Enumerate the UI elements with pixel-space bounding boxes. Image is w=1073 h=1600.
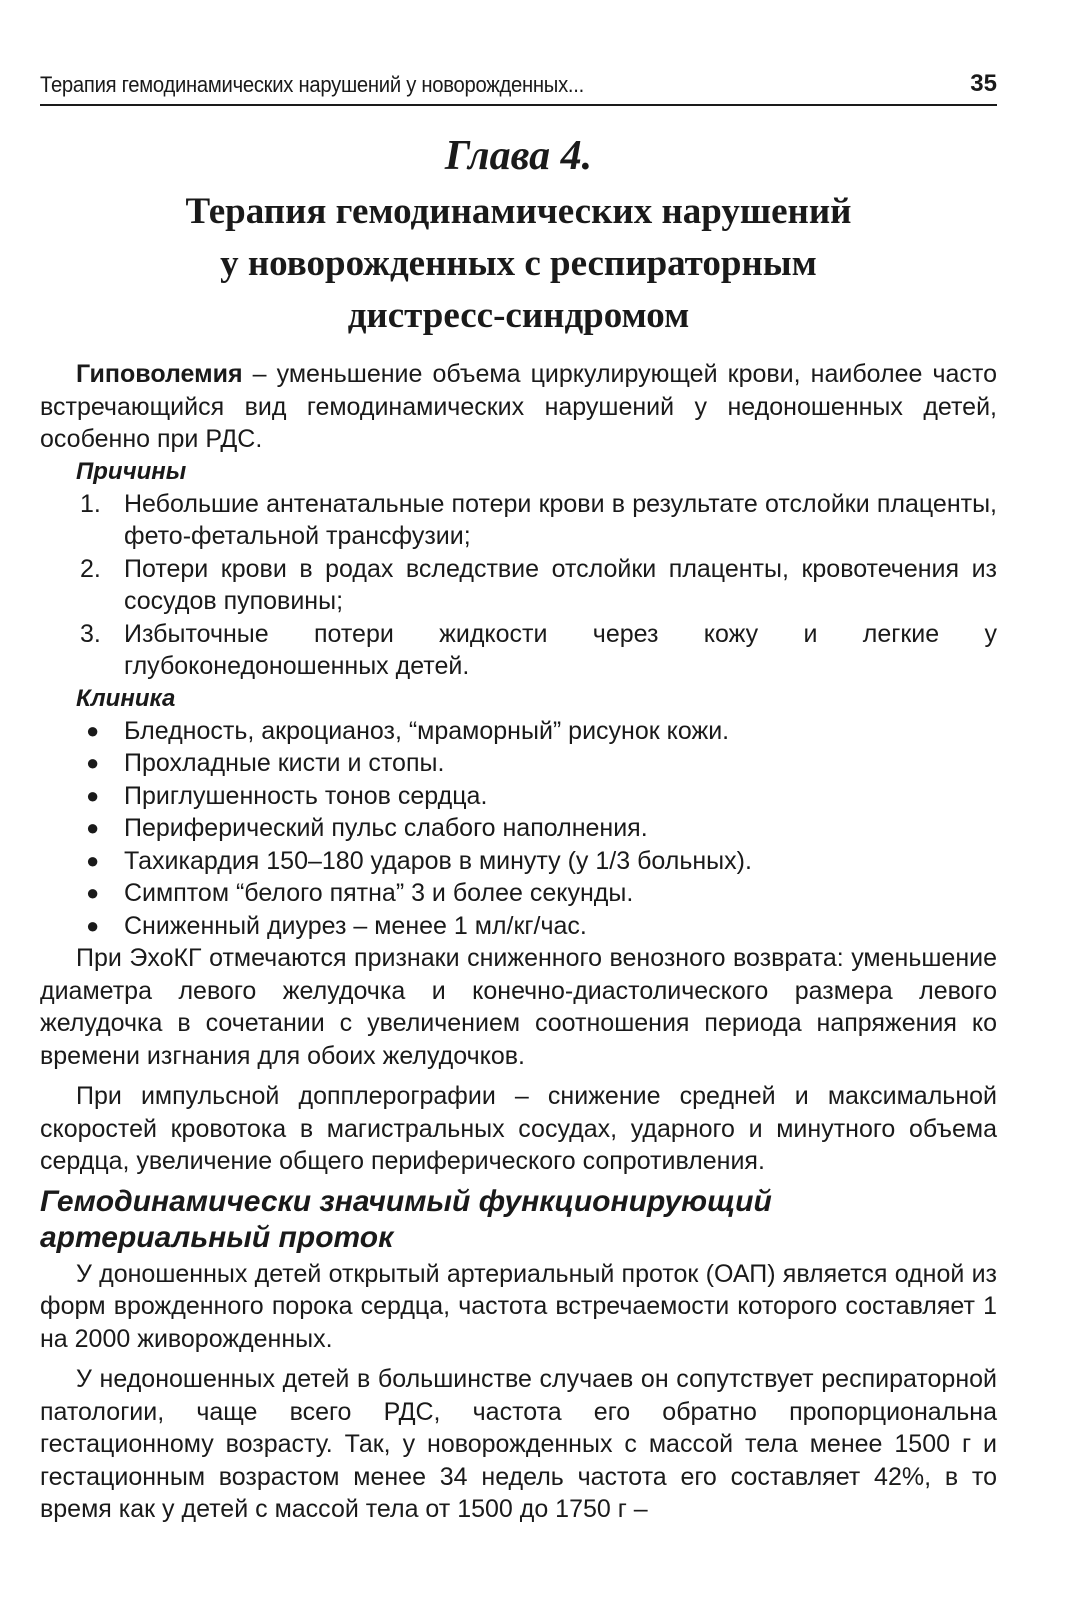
list-item-text: Небольшие антенатальные потери крови в результате отслойки плаценты, фето-фетальной трансфузии; <box>124 489 997 550</box>
section-title <box>40 1184 997 1256</box>
echo-paragraph: При ЭхоКГ отмечаются признаки сниженного венозного возврата: уменьшение диаметра левого желудочка и конечно-диастолического размера левого желудочка в сочетании с увеличением соотношения периода напряжения ко времени изгнания для обоих желудочков. <box>40 944 997 1070</box>
bullet-icon: ● <box>86 847 100 873</box>
chapter-label: Глава 4. <box>444 133 593 179</box>
list-number: 1. <box>80 489 101 518</box>
list-item-text: Прохладные кисти и стопы. <box>124 749 445 777</box>
hypovolemia-definition: – уменьшение объема циркулирующей крови, наиболее часто встречающийся вид гемодинамических нарушений у недоношенных детей, особенно при РДС. <box>40 360 997 453</box>
causes-heading: Причины <box>76 457 187 485</box>
chapter-title <box>40 186 997 342</box>
list-item-text: Симптом “белого пятна” 3 и более секунды. <box>124 879 634 907</box>
pda-paragraph-1: У доношенных детей открытый артериальный проток (ОАП) является одной из форм врожденного порока сердца, частота встречаемости которого составляет 1 на 2000 живорожденных. <box>40 1259 997 1353</box>
list-item <box>40 845 997 878</box>
list-item <box>40 618 997 683</box>
hypovolemia-term: Гиповолемия <box>76 360 243 388</box>
chapter-title-line: Терапия гемодинамических нарушений <box>185 191 852 232</box>
list-item <box>40 747 997 780</box>
bullet-icon: ● <box>86 815 100 840</box>
list-item <box>40 780 997 813</box>
doppler-paragraph: При импульсной допплерографии – снижение средней и максимальной скоростей кровотока в магистральных сосудах, ударного и минутного объема сердца, увеличение общего периферического сопротивления. <box>40 1082 997 1175</box>
list-item-text: Потери крови в родах вследствие отслойки плаценты, кровотечения из сосудов пуповины; <box>124 554 997 615</box>
list-number: 2. <box>80 554 101 583</box>
list-item-text: Бледность, акроцианоз, “мраморный” рисунок кожи. <box>124 716 730 745</box>
list-item <box>40 812 997 845</box>
list-item-text: Сниженный диурез – менее 1 мл/кг/час. <box>124 911 587 940</box>
causes-list <box>40 488 997 683</box>
section-title-line: Гемодинамически значимый функционирующий <box>40 1184 772 1218</box>
bullet-icon: ● <box>86 750 100 775</box>
list-item <box>40 877 997 910</box>
bullet-icon: ● <box>86 717 100 743</box>
list-item <box>40 488 997 553</box>
running-title: Терапия гемодинамических нарушений у новорожденных... <box>40 72 584 97</box>
list-item <box>40 553 997 618</box>
list-item-text: Периферический пульс слабого наполнения. <box>124 814 648 842</box>
clinic-list <box>40 715 997 943</box>
page-number: 35 <box>970 70 997 97</box>
bullet-icon: ● <box>86 912 100 938</box>
section-title-line: артериальный проток <box>40 1220 394 1254</box>
page-content <box>40 130 997 1526</box>
bullet-icon: ● <box>86 880 100 905</box>
bullet-icon: ● <box>86 782 100 808</box>
hypovolemia-definition-paragraph <box>40 358 997 456</box>
chapter-title-line: у новорожденных с респираторным <box>220 243 817 284</box>
chapter-title-line: дистресс-синдромом <box>347 295 690 336</box>
clinic-heading: Клиника <box>76 684 176 712</box>
list-number: 3. <box>80 619 101 648</box>
list-item-text: Приглушенность тонов сердца. <box>124 781 488 810</box>
list-item-text: Тахикардия 150–180 ударов в минуту (у 1/3 больных). <box>124 846 752 875</box>
list-item <box>40 715 997 748</box>
list-item <box>40 910 997 943</box>
list-item-text: Избыточные потери жидкости через кожу и легкие у глубоконедоношенных детей. <box>124 619 997 680</box>
running-header <box>40 66 997 106</box>
pda-paragraph-2: У недоношенных детей в большинстве случаев он сопутствует респираторной патологии, чаще всего РДС, частота его обратно пропорциональна гестационному возрасту. Так, у новорожденных с массой тела менее 1500 г и гестационным возрастом менее 34 недель частота его составляет 42%, в то время как у детей с массой тела от 1500 до 1750 г – <box>40 1365 997 1523</box>
